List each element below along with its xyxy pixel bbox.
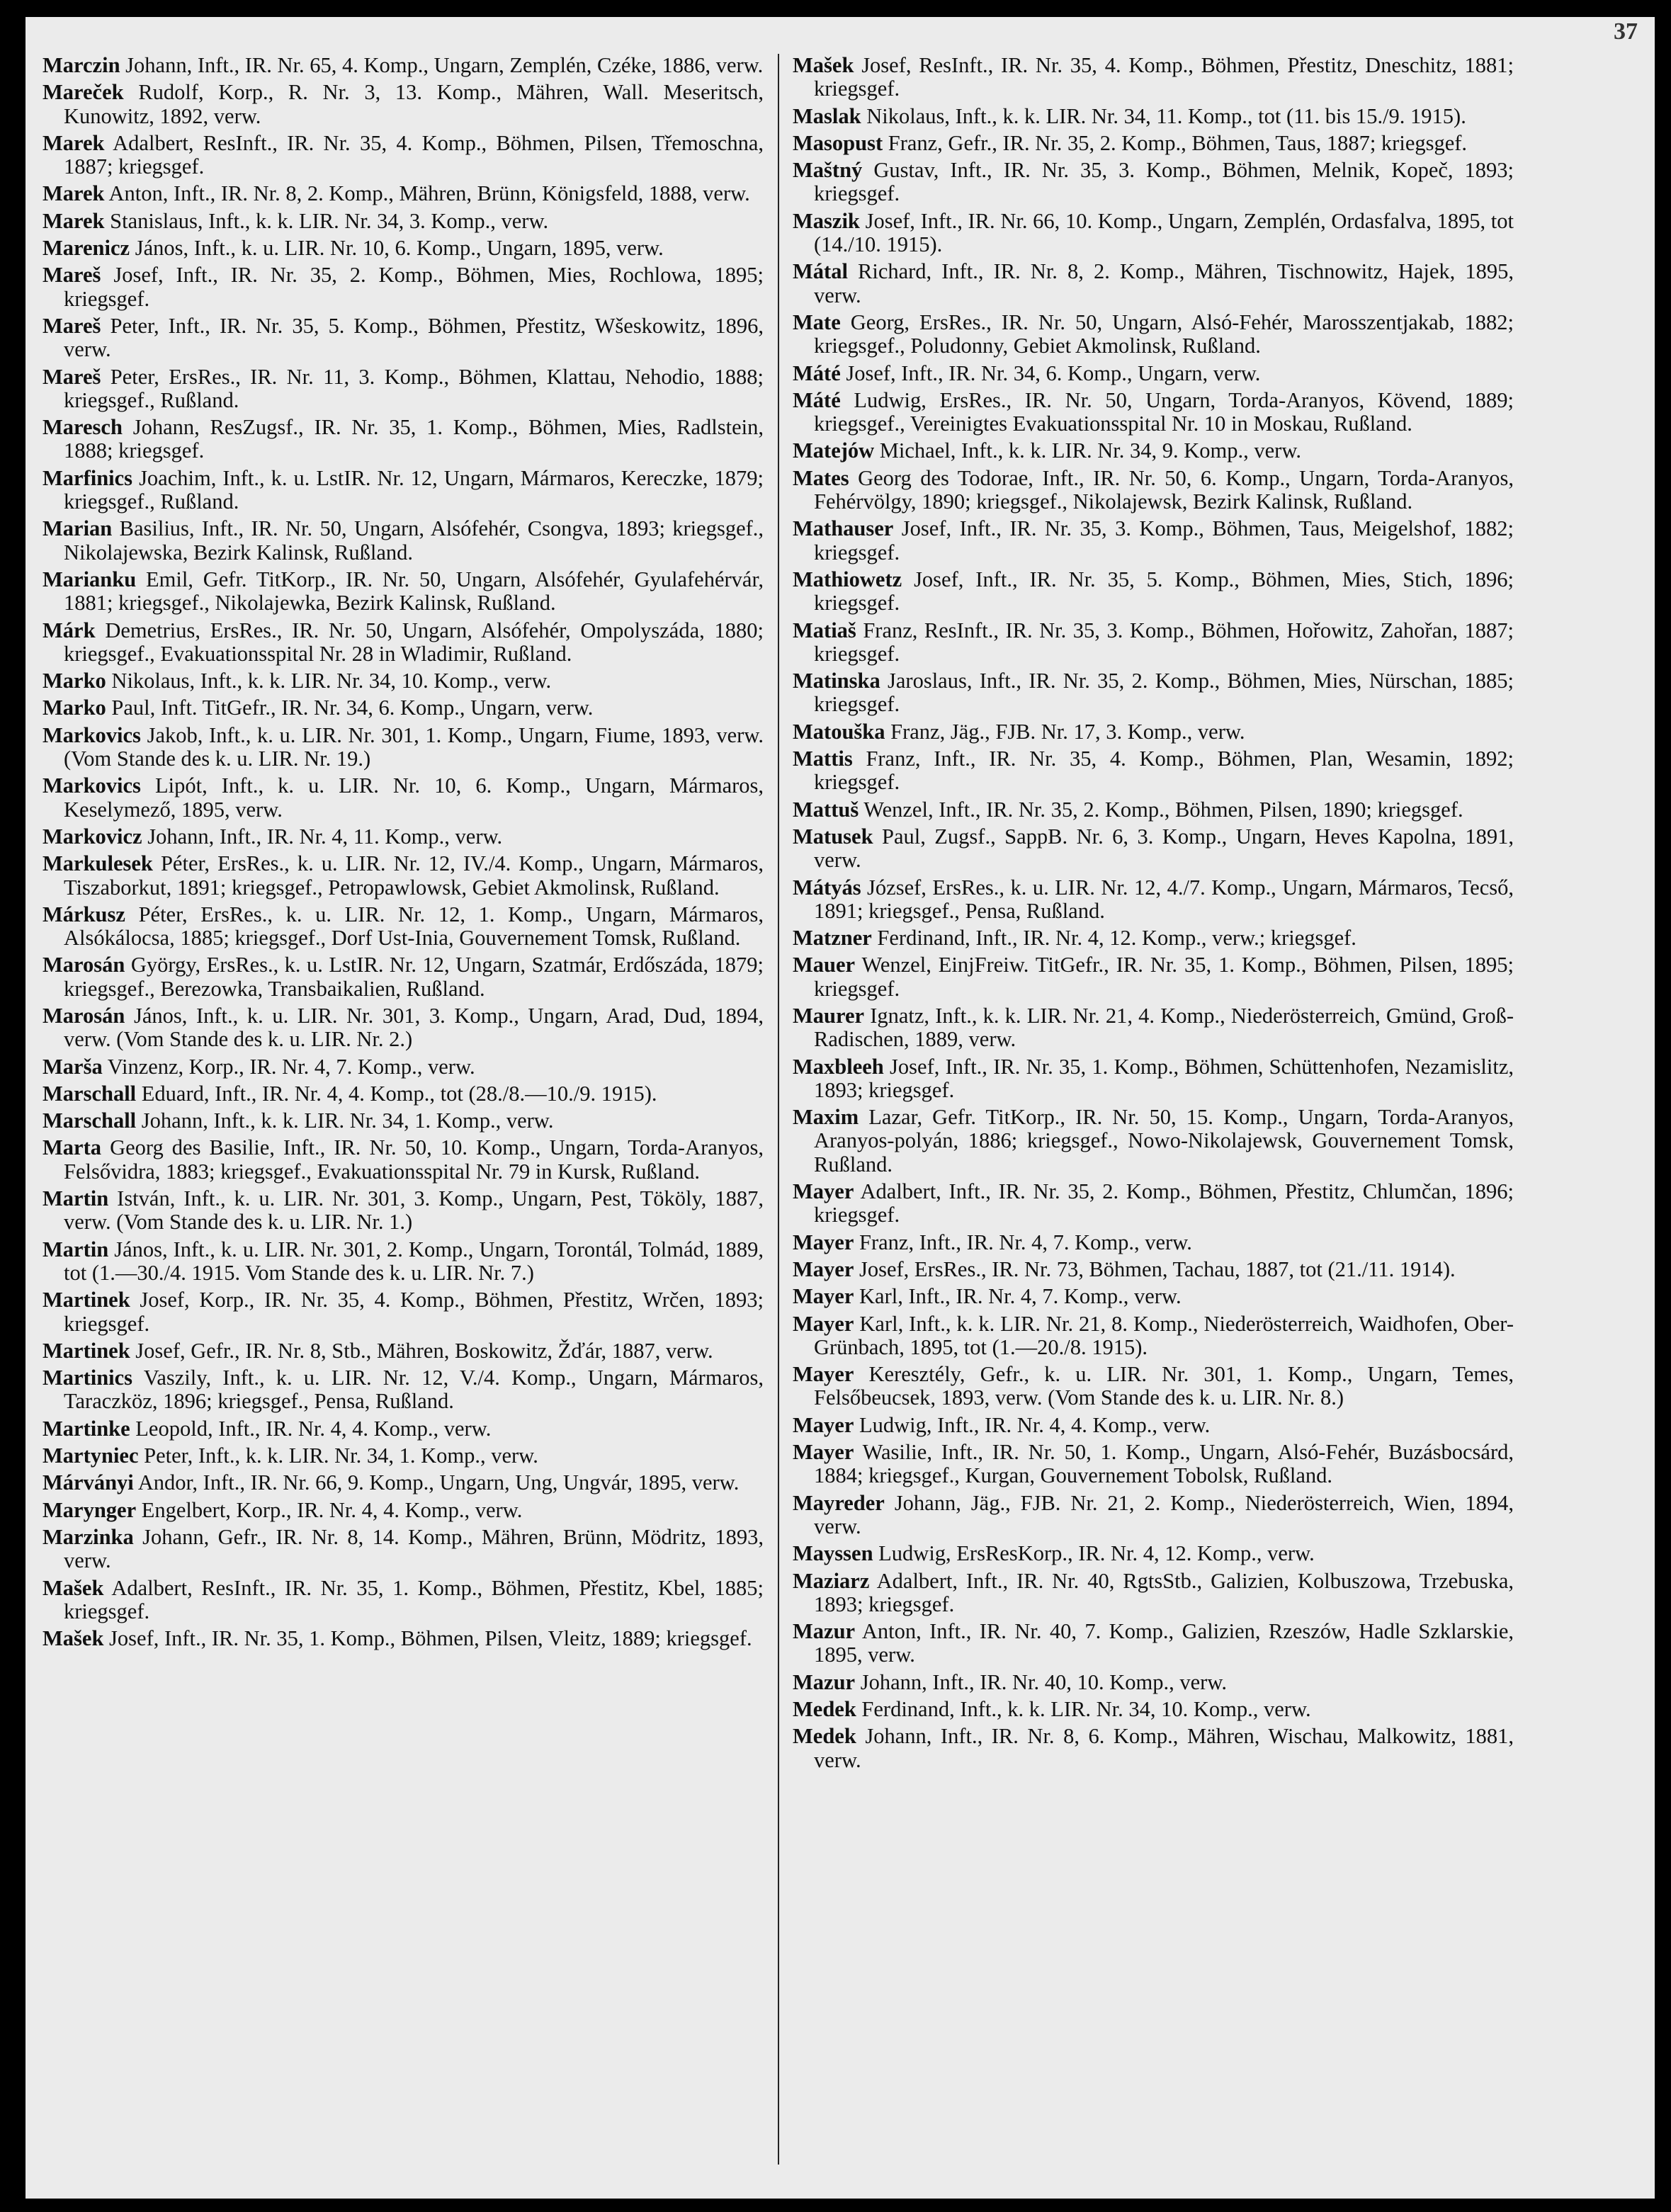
entry-text: Johann, Inft., k. k. LIR. Nr. 34, 1. Komp., verw. [141, 1108, 554, 1133]
entry-surname: Matinska [793, 669, 880, 693]
entry-text: Keresztély, Gefr., k. u. LIR. Nr. 301, 1. Komp., Ungarn, Temes, Felsőbeucsek, 1893, verw. (Vom Stande des k. u. LIR. Nr. 8.) [814, 1362, 1514, 1410]
entry-text: Josef, Inft., IR. Nr. 35, 2. Komp., Böhmen, Mies, Rochlowa, 1895; kriegsgef. [64, 263, 764, 311]
list-entry [793, 825, 1514, 873]
list-entry [793, 953, 1514, 1001]
entry-text: Nikolaus, Inft., k. k. LIR. Nr. 34, 11. Komp., tot (11. bis 15./9. 1915). [866, 103, 1466, 128]
entry-surname: Máté [793, 387, 841, 412]
list-entry [793, 389, 1514, 436]
entry-text: Engelbert, Korp., IR. Nr. 4, 4. Komp., verw. [141, 1497, 523, 1522]
entry-text: Paul, Zugsf., SappB. Nr. 6, 3. Komp., Ungarn, Heves Kapolna, 1891, verw. [814, 824, 1514, 873]
entry-surname: Marczin [43, 53, 120, 77]
list-entry [43, 1187, 764, 1235]
entry-surname: Márkusz [43, 902, 125, 926]
entry-surname: Masopust [793, 130, 883, 155]
entry-surname: Marek [43, 181, 105, 206]
entry-text: Vaszily, Inft., k. u. LIR. Nr. 12, V./4. Komp., Ungarn, Mármaros, Taraczköz, 1896; kriegsgef., Pensa, Rußland. [64, 1366, 764, 1414]
entry-surname: Marosán [43, 1003, 125, 1028]
list-entry [43, 1444, 764, 1468]
column-divider [778, 54, 779, 2165]
entry-text: Nikolaus, Inft., k. k. LIR. Nr. 34, 10. Komp., verw. [111, 669, 552, 693]
list-entry [793, 669, 1514, 717]
list-entry [43, 1288, 764, 1336]
entry-text: Georg des Todorae, Inft., IR. Nr. 50, 6. Komp., Ungarn, Torda-Aranyos, Fehérvölgy, 1890; kriegsgef., Nikolajewsk, Bezirk Kalinsk, Rußland. [814, 465, 1514, 514]
list-entry [43, 1577, 764, 1624]
entry-text: Ludwig, Inft., IR. Nr. 4, 4. Komp., verw. [859, 1412, 1211, 1437]
entry-text: Franz, Gefr., IR. Nr. 35, 2. Komp., Böhmen, Taus, 1887; kriegsgef. [888, 130, 1468, 155]
entry-surname: Maštný [793, 158, 863, 183]
entry-text: Wasilie, Inft., IR. Nr. 50, 1. Komp., Ungarn, Alsó-Fehér, Buzásbocsárd, 1884; kriegsgef., Kurgan, Gouvernement Tobolsk, Rußland. [814, 1440, 1514, 1488]
entry-text: István, Inft., k. u. LIR. Nr. 301, 3. Komp., Ungarn, Pest, Tököly, 1887, verw. (Vom Stande des k. u. LIR. Nr. 1.) [64, 1186, 764, 1235]
entry-text: Johann, Inft., IR. Nr. 40, 10. Komp., verw. [860, 1669, 1228, 1694]
list-entry [43, 237, 764, 260]
entry-text: Johann, Jäg., FJB. Nr. 21, 2. Komp., Niederösterreich, Wien, 1894, verw. [814, 1490, 1514, 1538]
entry-text: Anton, Inft., IR. Nr. 40, 7. Komp., Galizien, Rzeszów, Hadle Szklarskie, 1895, verw. [814, 1619, 1514, 1667]
entry-surname: Mates [793, 465, 849, 490]
entry-surname: Marianku [43, 567, 137, 591]
entry-text: Gustav, Inft., IR. Nr. 35, 3. Komp., Böhmen, Melnik, Kopeč, 1893; kriegsgef. [814, 158, 1514, 206]
list-entry [43, 696, 764, 720]
entry-surname: Máté [793, 361, 841, 385]
list-entry [793, 54, 1514, 101]
entry-surname: Marzinka [43, 1524, 134, 1549]
list-entry [43, 1627, 764, 1650]
list-entry [43, 416, 764, 463]
entry-surname: Marschall [43, 1108, 137, 1133]
entry-surname: Maxim [793, 1105, 859, 1130]
entry-surname: Maziarz [793, 1568, 870, 1593]
entry-text: József, ErsRes., k. u. LIR. Nr. 12, 4./7. Komp., Ungarn, Mármaros, Tecső, 1891; kriegsgef., Pensa, Rußland. [814, 875, 1514, 923]
entry-surname: Martinke [43, 1416, 130, 1441]
entry-surname: Mayer [793, 1284, 854, 1309]
entry-text: Josef, Inft., IR. Nr. 35, 1. Komp., Böhmen, Pilsen, Vleitz, 1889; kriegsgef. [109, 1626, 752, 1651]
list-entry [793, 720, 1514, 744]
right-column [793, 54, 1514, 1776]
list-entry [43, 263, 764, 311]
list-entry [793, 159, 1514, 206]
entry-surname: Marša [43, 1054, 103, 1079]
entry-text: Josef, ErsRes., IR. Nr. 73, Böhmen, Tachau, 1887, tot (21./11. 1914). [859, 1257, 1456, 1281]
entry-surname: Matejów [793, 438, 875, 463]
entry-text: Johann, ResZugsf., IR. Nr. 35, 1. Komp., Böhmen, Mies, Radlstein, 1888; kriegsgef. [64, 415, 764, 463]
entry-surname: Mašek [43, 1575, 104, 1600]
list-entry [793, 1441, 1514, 1488]
entry-text: Ignatz, Inft., k. k. LIR. Nr. 21, 4. Komp., Niederösterreich, Gmünd, Groß-Radischen, 1889, verw. [814, 1003, 1514, 1052]
entry-surname: Márványi [43, 1470, 134, 1495]
list-entry [793, 1671, 1514, 1694]
list-entry [43, 568, 764, 616]
list-entry [793, 1312, 1514, 1360]
entry-text: Basilius, Inft., IR. Nr. 50, Ungarn, Alsófehér, Csongva, 1893; kriegsgef., Nikolajewska, Bezirk Kalinsk, Rußland. [64, 516, 764, 565]
list-entry [43, 1004, 764, 1052]
entry-text: Adalbert, ResInft., IR. Nr. 35, 1. Komp., Böhmen, Přestitz, Kbel, 1885; kriegsgef. [64, 1575, 764, 1623]
entry-text: Josef, Inft., IR. Nr. 35, 1. Komp., Böhmen, Schüttenhofen, Nezamislitz, 1893; kriegsgef. [814, 1054, 1514, 1102]
list-entry [43, 825, 764, 849]
entry-text: Josef, Korp., IR. Nr. 35, 4. Komp., Böhmen, Přestitz, Wrčen, 1893; kriegsgef. [64, 1288, 764, 1336]
entry-surname: Marko [43, 669, 106, 693]
entry-surname: Markovics [43, 773, 141, 798]
entry-surname: Mayer [793, 1179, 854, 1204]
list-entry [793, 362, 1514, 385]
list-entry [793, 517, 1514, 565]
entry-text: Jaroslaus, Inft., IR. Nr. 35, 2. Komp., Böhmen, Mies, Nürschan, 1885; kriegsgef. [814, 669, 1514, 717]
entry-text: Péter, ErsRes., k. u. LIR. Nr. 12, 1. Komp., Ungarn, Mármaros, Alsókálocsa, 1885; kriegsgef., Dorf Ust-Inia, Gouvernement Tomsk, Rußland. [64, 902, 764, 951]
entry-surname: Mayssen [793, 1541, 873, 1566]
entry-surname: Matusek [793, 824, 873, 849]
list-entry [793, 568, 1514, 616]
entry-text: Andor, Inft., IR. Nr. 66, 9. Komp., Ungarn, Ung, Ungvár, 1895, verw. [137, 1470, 740, 1495]
list-entry [793, 747, 1514, 795]
entry-surname: Mayer [793, 1362, 854, 1387]
entry-surname: Mayer [793, 1230, 854, 1254]
entry-text: Karl, Inft., k. k. LIR. Nr. 21, 8. Komp., Niederösterreich, Waidhofen, Ober-Grünbach, 1895, tot (1.—20./8. 1915). [814, 1311, 1514, 1359]
list-entry [793, 1698, 1514, 1721]
entry-text: Wenzel, EinjFreiw. TitGefr., IR. Nr. 35, 1. Komp., Böhmen, Pilsen, 1895; kriegsgef. [814, 953, 1514, 1001]
entry-text: Péter, ErsRes., k. u. LIR. Nr. 12, IV./4. Komp., Ungarn, Mármaros, Tiszaborkut, 1891; kriegsgef., Petropawlowsk, Gebiet Akmolinsk, Rußland. [64, 851, 764, 900]
entry-surname: Mayer [793, 1311, 854, 1336]
entry-surname: Martinek [43, 1288, 130, 1312]
list-entry [793, 1492, 1514, 1539]
list-entry [43, 852, 764, 900]
list-entry [43, 314, 764, 362]
entry-text: Johann, Inft., IR. Nr. 8, 6. Komp., Mähren, Wischau, Malkowitz, 1881, verw. [814, 1724, 1514, 1772]
entry-text: Jakob, Inft., k. u. LIR. Nr. 301, 1. Komp., Ungarn, Fiume, 1893, verw. (Vom Stande des k. u. LIR. Nr. 19.) [64, 722, 764, 771]
list-entry [793, 467, 1514, 514]
entry-surname: Marosán [43, 953, 125, 977]
entry-surname: Mayreder [793, 1490, 885, 1515]
entry-text: Richard, Inft., IR. Nr. 8, 2. Komp., Mähren, Tischnowitz, Hajek, 1895, verw. [814, 259, 1514, 307]
entry-text: Adalbert, ResInft., IR. Nr. 35, 4. Komp., Böhmen, Pilsen, Třemoschna, 1887; kriegsgef. [64, 130, 764, 179]
entry-surname: Mayer [793, 1412, 854, 1437]
list-entry [793, 132, 1514, 155]
list-entry [43, 467, 764, 514]
list-entry [43, 81, 764, 128]
entry-surname: Marek [43, 208, 105, 233]
entry-text: Ferdinand, Inft., k. k. LIR. Nr. 34, 10. Komp., verw. [861, 1697, 1311, 1721]
entry-text: Georg, ErsRes., IR. Nr. 50, Ungarn, Alsó-Fehér, Marosszentjakab, 1882; kriegsgef., Poludonny, Gebiet Akmolinsk, Rußland. [814, 310, 1514, 358]
list-entry [43, 1238, 764, 1286]
list-entry [793, 1363, 1514, 1410]
entry-text: Franz, ResInft., IR. Nr. 35, 3. Komp., Böhmen, Hořowitz, Zahořan, 1887; kriegsgef. [814, 618, 1514, 666]
entry-surname: Mazur [793, 1619, 856, 1644]
entry-text: Peter, ErsRes., IR. Nr. 11, 3. Komp., Böhmen, Klattau, Nehodio, 1888; kriegsgef., Rußland. [64, 364, 764, 412]
entry-surname: Matouška [793, 719, 885, 744]
entry-text: János, Inft., k. u. LIR. Nr. 301, 2. Komp., Ungarn, Torontál, Tolmád, 1889, tot (1.—30./4. 1915. Vom Stande des k. u. LIR. Nr. 7.) [64, 1237, 764, 1285]
entry-text: Karl, Inft., IR. Nr. 4, 7. Komp., verw. [859, 1284, 1182, 1309]
entry-surname: Mátyás [793, 875, 861, 900]
entry-text: Franz, Inft., IR. Nr. 4, 7. Komp., verw. [859, 1230, 1192, 1254]
entry-text: Josef, Gefr., IR. Nr. 8, Stb., Mähren, Boskowitz, Žďár, 1887, verw. [135, 1338, 713, 1363]
entry-surname: Maslak [793, 103, 861, 128]
list-entry [793, 260, 1514, 307]
entry-text: Ludwig, ErsRes., IR. Nr. 50, Ungarn, Torda-Aranyos, Kövend, 1889; kriegsgef., Vereinigtes Evakuationsspital Nr. 10 in Moskau, Rußland. [814, 387, 1514, 436]
list-entry [793, 1258, 1514, 1281]
entry-text: Leopold, Inft., IR. Nr. 4, 4. Komp., verw. [135, 1416, 492, 1441]
list-entry [43, 724, 764, 771]
list-entry [793, 876, 1514, 924]
entry-surname: Medek [793, 1724, 856, 1749]
entry-text: Wenzel, Inft., IR. Nr. 35, 2. Komp., Böhmen, Pilsen, 1890; kriegsgef. [863, 797, 1463, 822]
list-entry [793, 439, 1514, 463]
list-entry [43, 1526, 764, 1573]
list-entry [43, 953, 764, 1001]
entry-surname: Mazur [793, 1669, 856, 1694]
list-entry [43, 1366, 764, 1414]
list-entry [43, 1471, 764, 1494]
entry-text: Ludwig, ErsResKorp., IR. Nr. 4, 12. Komp., verw. [878, 1541, 1315, 1566]
entry-text: Demetrius, ErsRes., IR. Nr. 50, Ungarn, Alsófehér, Ompolyszáda, 1880; kriegsgef., Evakuationsspital Nr. 28 in Wladimir, Rußland. [64, 618, 764, 666]
entry-surname: Mattis [793, 747, 853, 771]
entry-surname: Mattuš [793, 797, 859, 822]
entry-text: Ferdinand, Inft., IR. Nr. 4, 12. Komp., verw.; kriegsgef. [877, 926, 1356, 951]
list-entry [793, 311, 1514, 358]
entry-surname: Markulesek [43, 851, 153, 876]
list-entry [43, 210, 764, 233]
list-entry [43, 1136, 764, 1184]
entry-text: Adalbert, Inft., IR. Nr. 40, RgtsStb., Galizien, Kolbuszowa, Trzebuska, 1893; kriegsgef. [814, 1568, 1514, 1616]
entry-surname: Matzner [793, 926, 872, 951]
list-entry [43, 517, 764, 565]
entry-surname: Medek [793, 1697, 856, 1721]
entry-surname: Marian [43, 516, 113, 541]
entry-surname: Martin [43, 1186, 109, 1211]
list-entry [793, 1725, 1514, 1772]
entry-text: Adalbert, Inft., IR. Nr. 35, 2. Komp., Böhmen, Přestitz, Chlumčan, 1896; kriegsgef. [814, 1179, 1514, 1227]
entry-surname: Mathiowetz [793, 567, 902, 591]
entry-text: Johann, Gefr., IR. Nr. 8, 14. Komp., Mähren, Brünn, Mödritz, 1893, verw. [64, 1524, 764, 1573]
entry-surname: Markovics [43, 722, 141, 747]
list-entry [43, 619, 764, 667]
list-entry [43, 182, 764, 205]
document-page [26, 17, 1655, 2199]
entry-surname: Mayer [793, 1440, 854, 1465]
entry-surname: Martinics [43, 1366, 133, 1390]
list-entry [793, 105, 1514, 128]
entry-surname: Maresch [43, 415, 123, 440]
entry-text: János, Inft., k. u. LIR. Nr. 10, 6. Komp., Ungarn, 1895, verw. [135, 236, 664, 261]
entry-text: Paul, Inft. TitGefr., IR. Nr. 34, 6. Komp., Ungarn, verw. [111, 696, 594, 720]
list-entry [793, 1231, 1514, 1254]
list-entry [43, 365, 764, 413]
entry-surname: Mathauser [793, 516, 894, 541]
list-entry [43, 54, 764, 77]
entry-surname: Mareš [43, 263, 101, 288]
page-number: 37 [1614, 18, 1638, 45]
list-entry [793, 1180, 1514, 1227]
entry-text: Josef, Inft., IR. Nr. 35, 5. Komp., Böhmen, Mies, Stich, 1896; kriegsgef. [814, 567, 1514, 616]
entry-text: Franz, Jäg., FJB. Nr. 17, 3. Komp., verw. [890, 719, 1245, 744]
entry-text: Rudolf, Korp., R. Nr. 3, 13. Komp., Mähren, Wall. Meseritsch, Kunowitz, 1892, verw. [64, 80, 764, 128]
list-entry [793, 1055, 1514, 1103]
entry-surname: Marko [43, 696, 106, 720]
list-entry [793, 798, 1514, 822]
list-entry [43, 1109, 764, 1133]
list-entry [793, 1004, 1514, 1052]
entry-surname: Mátal [793, 259, 848, 284]
entry-surname: Mareš [43, 364, 101, 389]
left-column [43, 54, 764, 1654]
entry-text: Peter, Inft., IR. Nr. 35, 5. Komp., Böhmen, Přestitz, Wšeskowitz, 1896, verw. [64, 313, 764, 362]
entry-text: Stanislaus, Inft., k. k. LIR. Nr. 34, 3. Komp., verw. [110, 208, 549, 233]
list-entry [793, 619, 1514, 667]
entry-text: Josef, Inft., IR. Nr. 35, 3. Komp., Böhmen, Taus, Meigelshof, 1882; kriegsgef. [814, 516, 1514, 565]
list-entry [43, 669, 764, 693]
entry-text: Johann, Inft., IR. Nr. 4, 11. Komp., verw. [147, 824, 503, 849]
entry-text: Vinzenz, Korp., IR. Nr. 4, 7. Komp., verw. [107, 1054, 475, 1079]
list-entry [43, 1082, 764, 1106]
entry-surname: Martin [43, 1237, 109, 1261]
entry-surname: Mauer [793, 953, 856, 977]
entry-text: Josef, Inft., IR. Nr. 66, 10. Komp., Ungarn, Zemplén, Ordasfalva, 1895, tot (14./10. 1915). [814, 208, 1514, 257]
entry-surname: Maszik [793, 208, 860, 233]
entry-text: Lazar, Gefr. TitKorp., IR. Nr. 50, 15. Komp., Ungarn, Torda-Aranyos, Aranyos-polyán, 1886; kriegsgef., Nowo-Nikolajewsk, Gouvernement Tomsk, Rußland. [814, 1105, 1514, 1176]
list-entry [793, 1542, 1514, 1565]
list-entry [793, 1570, 1514, 1617]
list-entry [43, 1055, 764, 1079]
entry-surname: Mašek [43, 1626, 104, 1651]
entry-surname: Marfinics [43, 465, 133, 490]
list-entry [793, 1106, 1514, 1176]
entry-text: György, ErsRes., k. u. LstIR. Nr. 12, Ungarn, Szatmár, Erdőszáda, 1879; kriegsgef., Berezowka, Transbaikalien, Rußland. [64, 953, 764, 1001]
list-entry [43, 1339, 764, 1363]
entry-text: Emil, Gefr. TitKorp., IR. Nr. 50, Ungarn, Alsófehér, Gyulafehérvár, 1881; kriegsgef., Nikolajewka, Bezirk Kalinsk, Rußland. [64, 567, 764, 616]
entry-surname: Mašek [793, 53, 854, 77]
entry-surname: Martyniec [43, 1444, 139, 1468]
entry-text: Johann, Inft., IR. Nr. 65, 4. Komp., Ungarn, Zemplén, Czéke, 1886, verw. [125, 53, 764, 77]
entry-surname: Martinek [43, 1338, 130, 1363]
entry-text: Anton, Inft., IR. Nr. 8, 2. Komp., Mähren, Brünn, Königsfeld, 1888, verw. [108, 181, 750, 206]
entry-surname: Marek [43, 130, 105, 155]
list-entry [43, 774, 764, 822]
entry-text: Joachim, Inft., k. u. LstIR. Nr. 12, Ungarn, Mármaros, Kereczke, 1879; kriegsgef., Rußland. [64, 465, 764, 514]
list-entry [793, 1285, 1514, 1308]
entry-surname: Markovicz [43, 824, 142, 849]
entry-surname: Mate [793, 310, 841, 334]
list-entry [43, 1417, 764, 1441]
list-entry [793, 1414, 1514, 1437]
entry-surname: Matiaš [793, 618, 856, 642]
entry-text: Lipót, Inft., k. u. LIR. Nr. 10, 6. Komp., Ungarn, Mármaros, Keselymező, 1895, verw. [64, 773, 764, 822]
list-entry [793, 926, 1514, 950]
entry-text: Georg des Basilie, Inft., IR. Nr. 50, 10. Komp., Ungarn, Torda-Aranyos, Felsővidra, 1883; kriegsgef., Evakuationsspital Nr. 79 in Kursk, Rußland. [64, 1135, 764, 1184]
entry-surname: Marenicz [43, 236, 130, 261]
entry-surname: Marynger [43, 1497, 137, 1522]
entry-surname: Maxbleeh [793, 1054, 884, 1079]
list-entry [793, 210, 1514, 257]
list-entry [43, 132, 764, 179]
entry-text: Josef, ResInft., IR. Nr. 35, 4. Komp., Böhmen, Přestitz, Dneschitz, 1881; kriegsgef. [814, 53, 1514, 101]
entry-surname: Mayer [793, 1257, 854, 1281]
entry-surname: Maurer [793, 1003, 865, 1028]
entry-text: Josef, Inft., IR. Nr. 34, 6. Komp., Ungarn, verw. [846, 361, 1261, 385]
list-entry [43, 1499, 764, 1522]
entry-text: Michael, Inft., k. k. LIR. Nr. 34, 9. Komp., verw. [879, 438, 1302, 463]
list-entry [793, 1620, 1514, 1667]
entry-surname: Marta [43, 1135, 101, 1160]
entry-text: János, Inft., k. u. LIR. Nr. 301, 3. Komp., Ungarn, Arad, Dud, 1894, verw. (Vom Stande des k. u. LIR. Nr. 2.) [64, 1003, 764, 1052]
entry-text: Eduard, Inft., IR. Nr. 4, 4. Komp., tot (28./8.—10./9. 1915). [141, 1081, 657, 1106]
list-entry [43, 903, 764, 951]
entry-text: Franz, Inft., IR. Nr. 35, 4. Komp., Böhmen, Plan, Wesamin, 1892; kriegsgef. [814, 747, 1514, 795]
entry-surname: Mareček [43, 80, 124, 105]
entry-surname: Mareš [43, 313, 101, 338]
entry-surname: Marschall [43, 1081, 137, 1106]
entry-text: Peter, Inft., k. k. LIR. Nr. 34, 1. Komp., verw. [144, 1444, 538, 1468]
entry-surname: Márk [43, 618, 96, 642]
